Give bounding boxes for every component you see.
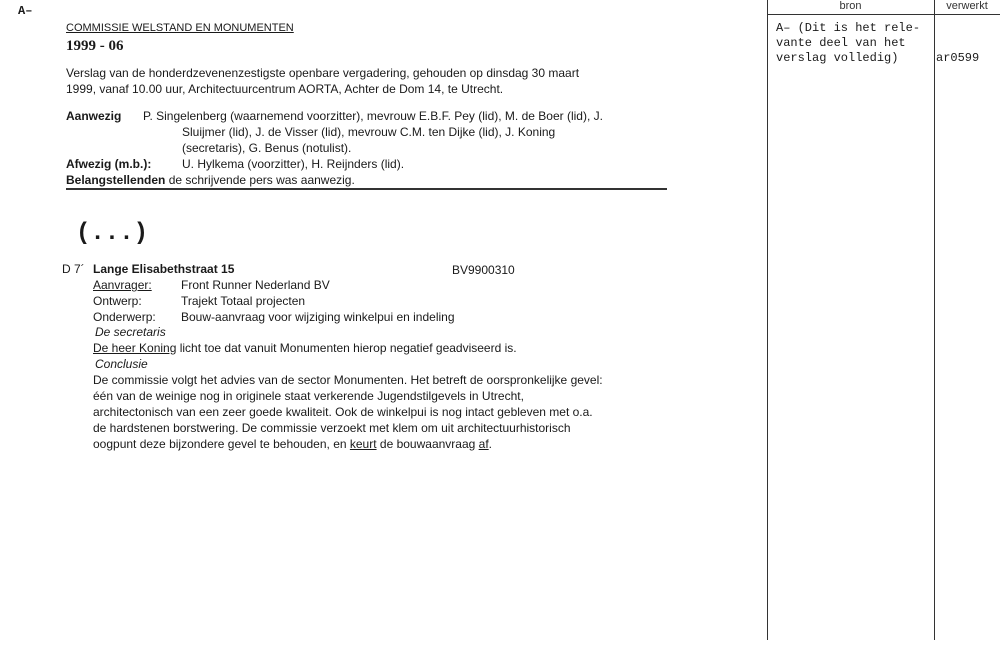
column-header-source: bron <box>839 0 862 12</box>
item-reference: BV9900310 <box>452 263 515 277</box>
conclusion-verdict: af <box>478 437 489 451</box>
field-value-design: Trajekt Totaal projecten <box>181 294 306 308</box>
header-rule <box>767 14 1000 15</box>
field-value-subject: Bouw-aanvraag voor wijziging winkelpui en indeling <box>181 310 455 324</box>
secretary-heading: De secretaris <box>95 325 166 339</box>
column-divider-right <box>934 0 935 640</box>
intro-line-1: Verslag van de honderdzevenenzestigste openbare vergadering, gehouden op dinsdag 30 maart <box>66 66 580 80</box>
conclusion-heading: Conclusie <box>95 357 148 371</box>
field-label-subject: Onderwerp: <box>93 310 156 324</box>
conclusion-line-4: de hardstenen borstwering. De commissie verzoekt met klem om uit architectuurhistorisch <box>93 421 571 435</box>
secretary-name: De heer Koning <box>93 341 177 355</box>
conclusion-line-3: architectonisch van een zeer goede kwaliteit. Ook de winkelpui is nog intact gebleven met o.a. <box>93 405 593 419</box>
processed-value: ar0599 <box>936 51 980 65</box>
secretary-text: licht toe dat vanuit Monumenten hierop negatief geadviseerd is. <box>176 341 517 355</box>
field-label-applicant: Aanvrager: <box>93 278 152 292</box>
source-note-line: vante deel van het <box>776 36 906 50</box>
absent-text: U. Hylkema (voorzitter), H. Reijnders (lid). <box>182 157 405 171</box>
omission-marker: (...) <box>76 220 149 247</box>
stakeholders-text: de schrijvende pers was aanwezig. <box>168 173 355 187</box>
conclusion-verdict-verb: keurt <box>349 437 377 451</box>
source-note-line: A– (Dit is het rele- <box>776 21 921 35</box>
conclusion-line-2: één van de weinige nog in originele staat verkerende Jugendstilgevels in Utrecht, <box>93 389 524 403</box>
field-label-design: Ontwerp: <box>93 294 142 308</box>
present-line-3: (secretaris), G. Benus (notulist). <box>182 141 352 155</box>
present-label: Aanwezig <box>66 109 122 123</box>
conclusion-text: oogpunt deze bijzondere gevel te behouden, en <box>93 437 350 451</box>
column-header-processed: verwerkt <box>946 0 988 12</box>
stakeholders-label: Belangstellenden <box>66 173 166 187</box>
section-rule <box>66 188 667 190</box>
conclusion-line-5 <box>93 437 492 451</box>
present-line-2: Sluijmer (lid), J. de Visser (lid), mevrouw C.M. ten Dijke (lid), J. Koning <box>182 125 556 139</box>
item-code: D 7´ <box>62 262 85 276</box>
conclusion-text: . <box>488 437 492 451</box>
source-note <box>776 21 920 66</box>
field-value-applicant: Front Runner Nederland BV <box>181 278 330 292</box>
margin-mark: A– <box>18 4 33 18</box>
conclusion-text: de bouwaanvraag <box>376 437 479 451</box>
column-divider-left <box>767 0 768 640</box>
secretary-line <box>93 341 517 355</box>
source-note-line: verslag volledig) <box>776 51 899 65</box>
stakeholders-line <box>66 173 355 187</box>
org-name: COMMISSIE WELSTAND EN MONUMENTEN <box>66 22 294 34</box>
absent-label: Afwezig (m.b.): <box>66 157 152 171</box>
conclusion-line-1: De commissie volgt het advies van de sector Monumenten. Het betreft de oorspronkelijke gevel: <box>93 373 603 387</box>
intro-line-2: 1999, vanaf 10.00 uur, Architectuurcentrum AORTA, Achter de Dom 14, te Utrecht. <box>66 82 504 96</box>
report-number: 1999 - 06 <box>66 38 124 54</box>
present-line-1: P. Singelenberg (waarnemend voorzitter), mevrouw E.B.F. Pey (lid), M. de Boer (lid), J. <box>143 109 603 123</box>
item-title: Lange Elisabethstraat 15 <box>93 262 235 276</box>
